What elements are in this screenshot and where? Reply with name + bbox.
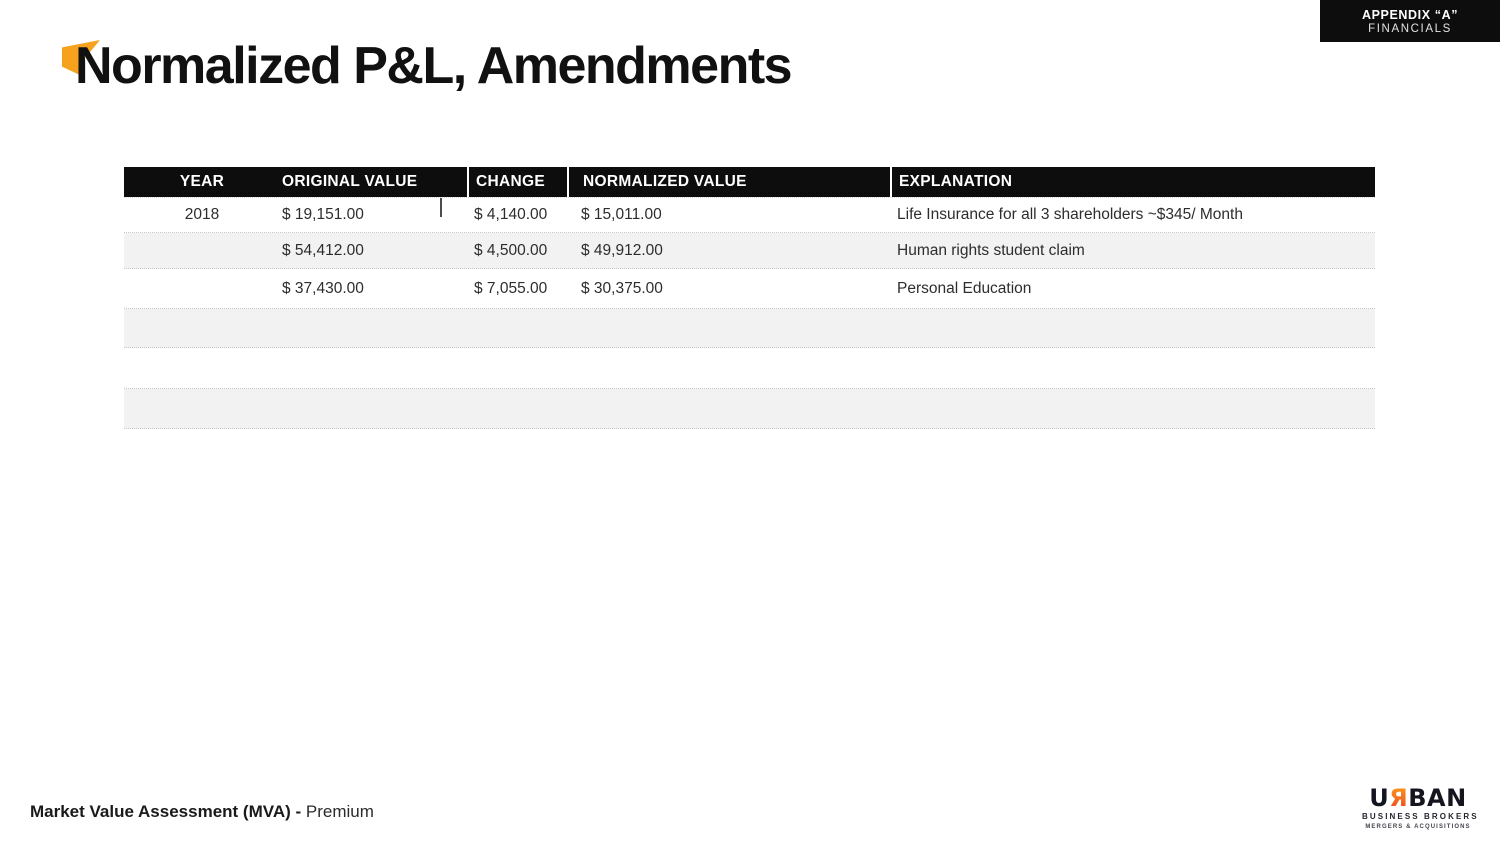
cell-change: $ 4,500.00 bbox=[474, 241, 548, 259]
table-row bbox=[124, 233, 1375, 269]
logo-subtitle-mergers: MERGERS & ACQUISITIONS bbox=[1365, 824, 1471, 830]
cell-change: $ 7,055.00 bbox=[474, 279, 548, 297]
logo-reversed-r: Я bbox=[1389, 784, 1409, 812]
appendix-badge-title: APPENDIX “A” bbox=[1361, 7, 1459, 22]
page-title: Normalized P&L, Amendments bbox=[75, 37, 792, 95]
cell-original: $ 19,151.00 bbox=[282, 206, 364, 223]
cell-year: 2018 bbox=[184, 206, 220, 223]
header-normalized: NORMALIZED VALUE bbox=[567, 167, 890, 197]
urban-brokers-logo bbox=[1362, 784, 1479, 830]
title-block bbox=[62, 36, 791, 100]
cell-change: $ 4,140.00 bbox=[474, 206, 548, 223]
cell-original: $ 37,430.00 bbox=[282, 279, 364, 297]
cell-normalized: $ 15,011.00 bbox=[581, 206, 662, 223]
appendix-badge bbox=[1320, 0, 1500, 42]
table-row bbox=[124, 269, 1375, 309]
cell-original: $ 54,412.00 bbox=[282, 241, 364, 259]
footer-label bbox=[30, 802, 374, 822]
table-row bbox=[124, 197, 1375, 233]
table-row bbox=[124, 348, 1375, 389]
cell-explanation: Personal Education bbox=[897, 279, 1032, 297]
header-change: CHANGE bbox=[467, 167, 567, 197]
amendments-table bbox=[124, 167, 1375, 429]
cell-explanation: Human rights student claim bbox=[897, 241, 1085, 259]
cell-normalized: $ 49,912.00 bbox=[581, 241, 663, 259]
table-row bbox=[124, 309, 1375, 348]
header-year: YEAR bbox=[179, 173, 225, 190]
header-original: ORIGINAL VALUE bbox=[282, 173, 418, 190]
cell-explanation: Life Insurance for all 3 shareholders ~$345/ Month bbox=[897, 206, 1243, 223]
cell-normalized: $ 30,375.00 bbox=[581, 279, 663, 297]
table-row bbox=[124, 389, 1375, 429]
footer-label-bold: Market Value Assessment (MVA) - bbox=[30, 802, 306, 821]
footer-label-regular: Premium bbox=[305, 802, 374, 821]
header-explanation: EXPLANATION bbox=[890, 167, 1375, 197]
table-header-row bbox=[124, 167, 1375, 197]
logo-letter-u: U bbox=[1369, 784, 1390, 812]
appendix-badge-subtitle: FINANCIALS bbox=[1368, 22, 1452, 35]
logo-letters-ban: BAN bbox=[1408, 784, 1467, 812]
logo-subtitle-business-brokers: BUSINESS BROKERS bbox=[1362, 812, 1479, 821]
gridline-artifact bbox=[440, 198, 442, 217]
logo-wordmark bbox=[1362, 786, 1474, 810]
